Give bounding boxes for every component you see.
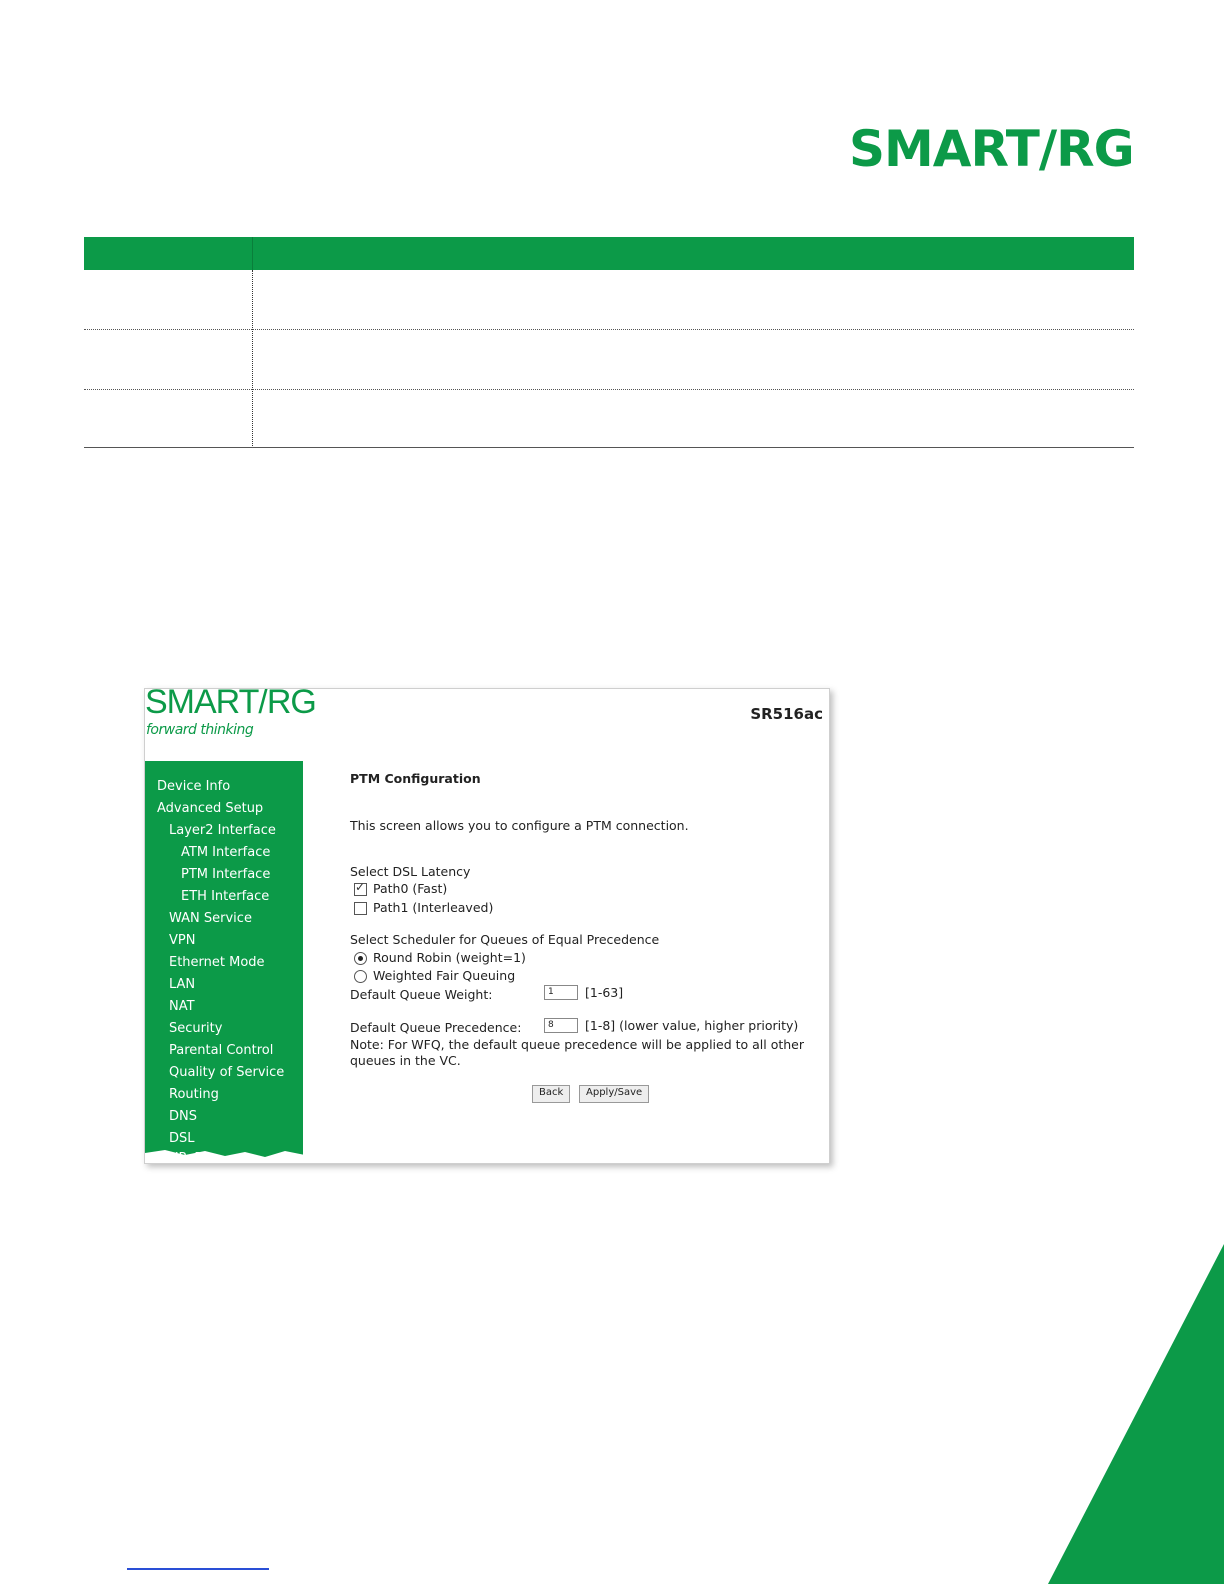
nav-item-routing[interactable]: Routing bbox=[169, 1087, 219, 1102]
table-row bbox=[84, 270, 1134, 330]
precedence-label: Default Queue Precedence: bbox=[350, 1020, 522, 1035]
wfq-option[interactable] bbox=[354, 968, 515, 983]
torn-edge bbox=[145, 1145, 829, 1163]
nav-item-parental-control[interactable]: Parental Control bbox=[169, 1043, 274, 1058]
path0-label: Path0 (Fast) bbox=[373, 881, 448, 896]
corner-triangle-decoration bbox=[1048, 1244, 1224, 1584]
nav-item-dns[interactable]: DNS bbox=[169, 1109, 197, 1124]
table-row bbox=[84, 390, 1134, 448]
weight-label: Default Queue Weight: bbox=[350, 987, 493, 1002]
nav-item-dsl[interactable]: DSL bbox=[169, 1131, 195, 1146]
queue-precedence-input[interactable]: 8 bbox=[544, 1018, 578, 1033]
apply-save-button[interactable]: Apply/Save bbox=[579, 1085, 649, 1103]
wfq-radio[interactable] bbox=[354, 970, 367, 983]
path0-checkbox[interactable] bbox=[354, 883, 367, 896]
weight-range: [1-63] bbox=[585, 985, 624, 1000]
path1-label: Path1 (Interleaved) bbox=[373, 900, 494, 915]
path1-checkbox[interactable] bbox=[354, 902, 367, 915]
intro-text: This screen allows you to configure a PTM connection. bbox=[350, 818, 689, 833]
brand-logo: SMART/RG bbox=[849, 120, 1134, 178]
latency-label: Select DSL Latency bbox=[350, 864, 471, 879]
queue-weight-input[interactable]: 1 bbox=[544, 985, 578, 1000]
nav-item-eth-interface[interactable]: ETH Interface bbox=[181, 889, 270, 904]
ptm-configuration-screenshot bbox=[144, 688, 830, 1164]
sidebar-nav bbox=[145, 761, 303, 1163]
footer-link-underline[interactable] bbox=[127, 1568, 269, 1570]
model-name: SR516ac bbox=[750, 705, 823, 723]
info-table bbox=[84, 237, 1134, 448]
nav-item-quality-of-service[interactable]: Quality of Service bbox=[169, 1065, 285, 1080]
precedence-range: [1-8] (lower value, higher priority) bbox=[585, 1018, 799, 1033]
note-line-1: Note: For WFQ, the default queue precedence will be applied to all other bbox=[350, 1037, 805, 1052]
nav-item-ethernet-mode[interactable]: Ethernet Mode bbox=[169, 955, 265, 970]
nav-item-atm-interface[interactable]: ATM Interface bbox=[181, 845, 271, 860]
nav-item-device-info[interactable]: Device Info bbox=[157, 779, 231, 794]
note-line-2: queues in the VC. bbox=[350, 1053, 461, 1068]
nav-item-ptm-interface[interactable]: PTM Interface bbox=[181, 867, 271, 882]
path0-option[interactable] bbox=[354, 881, 447, 896]
nav-item-advanced-setup[interactable]: Advanced Setup bbox=[157, 801, 264, 816]
nav-item-layer2-interface[interactable]: Layer2 Interface bbox=[169, 823, 276, 838]
table-row bbox=[84, 330, 1134, 390]
wfq-label: Weighted Fair Queuing bbox=[373, 968, 516, 983]
round-robin-label: Round Robin (weight=1) bbox=[373, 950, 526, 965]
page-title: PTM Configuration bbox=[350, 771, 481, 786]
nav-item-wan-service[interactable]: WAN Service bbox=[169, 911, 252, 926]
scheduler-label: Select Scheduler for Queues of Equal Precedence bbox=[350, 932, 660, 947]
round-robin-option[interactable] bbox=[354, 950, 526, 965]
table-header bbox=[84, 237, 1134, 270]
nav-item-vpn[interactable]: VPN bbox=[169, 933, 196, 948]
screenshot-logo: SMART/RG bbox=[145, 688, 316, 721]
back-button[interactable]: Back bbox=[532, 1085, 570, 1103]
nav-item-nat[interactable]: NAT bbox=[169, 999, 195, 1014]
nav-item-lan[interactable]: LAN bbox=[169, 977, 196, 992]
round-robin-radio[interactable] bbox=[354, 952, 367, 965]
path1-option[interactable] bbox=[354, 900, 493, 915]
nav-item-security[interactable]: Security bbox=[169, 1021, 223, 1036]
screenshot-tagline: forward thinking bbox=[146, 722, 254, 738]
